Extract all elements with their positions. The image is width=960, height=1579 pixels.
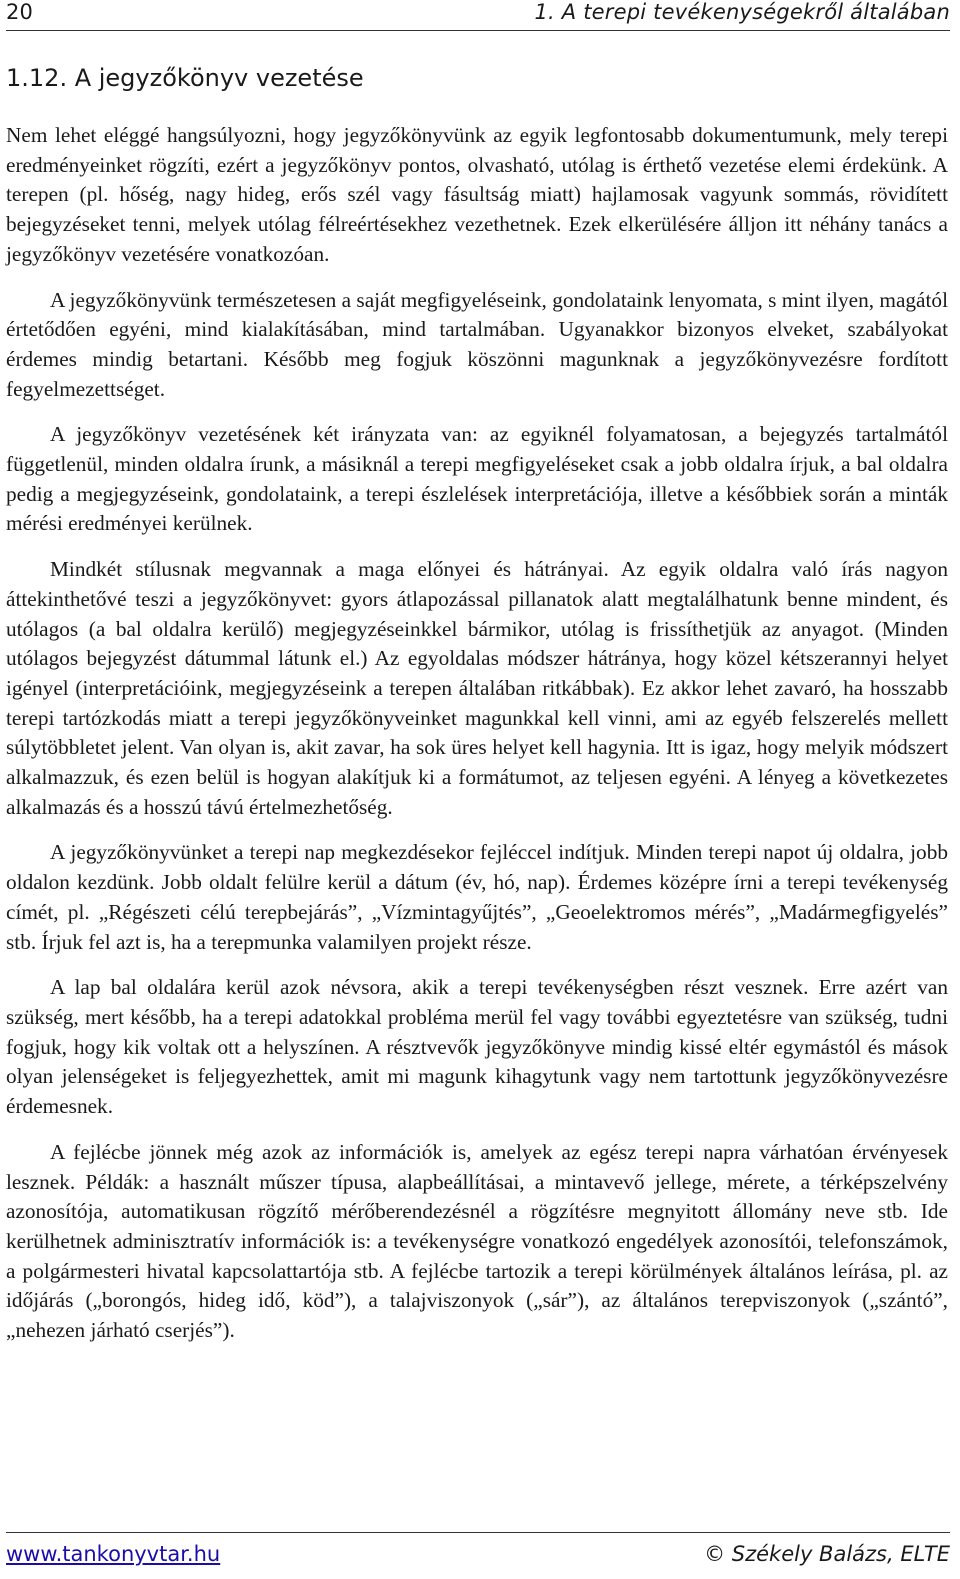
paragraph: A jegyzőkönyv vezetésének két irányzata van: az egyiknél folyamatosan, a bejegyzés tartalmától függetlenül, minden oldalra írunk, a másiknál a terepi megfigyeléseket csak a jobb oldalra írjuk, a bal oldalra pedig a megjegyzéseink, gondolataink, a terepi észlelések interpretációja, illetve a későbbiek során a minták mérési eredményei kerülnek. xyxy=(6,422,948,536)
running-chapter-title: 1. A terepi tevékenységekről általában xyxy=(534,0,950,24)
paragraph: A jegyzőkönyvünk természetesen a saját megfigyeléseink, gondolataink lenyomata, s mint ilyen, magától értetődően egyéni, mind kialakításában, mind tartalmában. Ugyanakkor bizonyos elveket, szabályokat érdemes mindig betartani. Később meg fogjuk köszönni magunknak a jegyzőkönyvezésre fordított fegyelmezettséget. xyxy=(6,287,948,401)
copyright-notice: © Székely Balázs, ELTE xyxy=(704,1542,950,1566)
header-rule xyxy=(6,30,950,31)
paragraph: A jegyzőkönyvünket a terepi nap megkezdésekor fejléccel indítjuk. Minden terepi napot új oldalra, jobb oldalon kezdünk. Jobb oldalt felülre kerül a dátum (év, hó, nap). Érdemes középre írni a terepi tevékenység címét, pl. „Régészeti célú terepbejárás”, „Vízmintagyűjtés”, „Geoelektromos mérés”, „Madármegfigyelés” stb. Írjuk fel azt is, ha a terepmunka valamilyen projekt része. xyxy=(6,840,948,954)
paragraph: A lap bal oldalára kerül azok névsora, akik a terepi tevékenységben részt vesznek. Erre azért van szükség, mert később, ha a terepi adatokkal probléma merül fel vagy további egyeztetésre van szükség, tudni fogjuk, hogy kik voltak ott a helyszínen. A résztvevők jegyzőkönyve mindig kissé eltér egymástól és mások olyan jelenségeket is feljegyezhettek, amit mi magunk kihagytunk vagy nem tartottunk jegyzőkönyvezésre érdemesnek. xyxy=(6,975,948,1119)
section-title: 1.12. A jegyzőkönyv vezetése xyxy=(6,64,364,92)
paragraph: Mindkét stílusnak megvannak a maga előnyei és hátrányai. Az egyik oldalra való írás nagyon áttekinthetővé teszi a jegyzőkönyvet: gyors átlapozással pillanatok alatt megtalálhatunk benne mindent, és utólagos (a bal oldalra kerülő) megjegyzéseinkkel bármikor, utólag is frissíthetjük az anyagot. (Minden utólagos bejegyzést dátummal látunk el.) Az egyoldalas módszer hátránya, hogy közel kétszerannyi helyet igényel (interpretációink, megjegyzéseink a terepen általában ritkábbak). Ez akkor lehet zavaró, ha hosszabb terepi tartózkodás miatt a terepi jegyzőkönyveinket magunkkal kell vinni, ami az egyéb felszerelés mellett súlytöbbletet jelent. Van olyan is, akit zavar, ha sok üres helyet kell hagynia. Itt is igaz, hogy melyik módszert alkalmazzuk, és ezen belül is hogyan alakítjuk ki a formátumot, az teljesen egyéni. A lényeg a következetes alkalmazás és a hosszú távú értelmezhetőség. xyxy=(6,557,948,819)
website-link[interactable]: www.tankonyvtar.hu xyxy=(6,1542,221,1566)
page-header xyxy=(0,0,960,30)
page-footer xyxy=(0,1532,960,1579)
body-text xyxy=(6,121,948,1362)
page-number: 20 xyxy=(6,0,34,24)
footer-rule xyxy=(6,1532,950,1533)
paragraph: A fejlécbe jönnek még azok az információk is, amelyek az egész terepi napra várhatóan érvényesek lesznek. Példák: a használt műszer típusa, alapbeállításai, a mintavevő jellege, mérete, a térképszelvény azonosítója, automatikusan rögzítő mérőberendezésnél a rögzítésre megnyitott állomány neve stb. Ide kerülhetnek adminisztratív információk is: a tevékenységre vonatkozó engedélyek azonosítói, telefonszámok, a polgármesteri hivatal kapcsolattartója stb. A fejlécbe tartozik a terepi körülmények általános leírása, pl. az időjárás („borongós, hideg idő, köd”), a talajviszonyok („sár”), az általános terepviszonyok („szántó”, „nehezen járható cserjés”). xyxy=(6,1139,948,1343)
paragraph: Nem lehet eléggé hangsúlyozni, hogy jegyzőkönyvünk az egyik legfontosabb dokumentumunk, mely terepi eredményeinket rögzíti, ezért a jegyzőkönyv pontos, olvasható, utólag is érthető vezetése elemi érdekünk. A terepen (pl. hőség, nagy hideg, erős szél vagy fásultság miatt) hajlamosak vagyunk sommás, rövidített bejegyzéseket tenni, melyek utólag félreértésekhez vezethetnek. Ezek elkerülésére álljon itt néhány tanács a jegyzőkönyv vezetésére vonatkozóan. xyxy=(6,123,948,266)
